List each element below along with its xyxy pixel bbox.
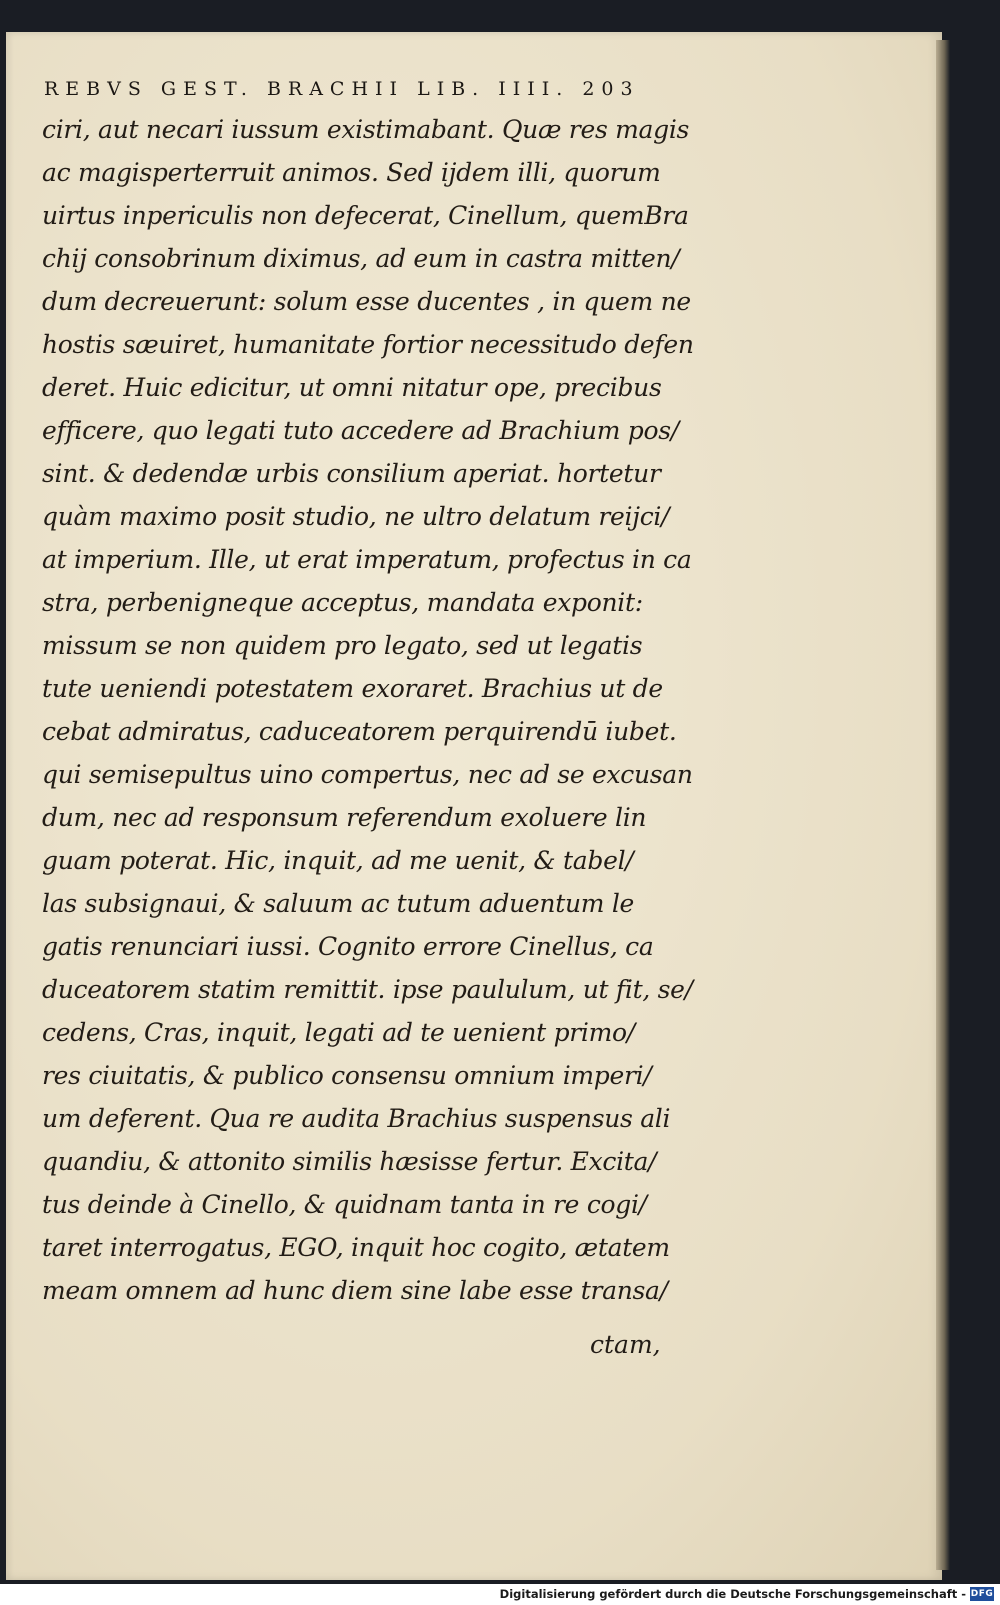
text-line: stra, perbenigneque acceptus, mandata exponit: <box>42 588 643 617</box>
text-line: sint. & dedendæ urbis consilium aperiat. hortetur <box>42 459 661 488</box>
text-line: dum decreuerunt: solum esse ducentes , in quem ne <box>42 287 691 316</box>
text-line: res ciuitatis, & publico consensu omnium imperi/ <box>42 1061 652 1090</box>
text-line: taret interrogatus, EGO, inquit hoc cogito, ætatem <box>42 1233 670 1262</box>
text-line: deret. Huic edicitur, ut omni nitatur ope, precibus <box>42 373 662 402</box>
text-line: uirtus inpericulis non defecerat, Cinellum, quemBra <box>42 201 689 230</box>
running-head: REBVS GEST. BRACHII LIB. IIII. 203 <box>44 78 640 100</box>
funding-credit: Digitalisierung gefördert durch die Deutsche Forschungsgemeinschaft - <box>499 1587 966 1601</box>
catchword: ctam, <box>590 1330 661 1359</box>
page-edge <box>936 40 950 1570</box>
text-line: missum se non quidem pro legato, sed ut legatis <box>42 631 643 660</box>
text-line: meam omnem ad hunc diem sine labe esse transa/ <box>42 1276 668 1305</box>
text-line: efficere, quo legati tuto accedere ad Brachium pos/ <box>42 416 679 445</box>
text-line: cebat admiratus, caduceatorem perquirendū iubet. <box>42 717 677 746</box>
text-line: qui semisepultus uino compertus, nec ad se excusan <box>42 760 693 789</box>
text-line: at imperium. Ille, ut erat imperatum, profectus in ca <box>42 545 692 574</box>
text-line: gatis renunciari iussi. Cognito errore Cinellus, ca <box>42 932 654 961</box>
text-line: chij consobrinum diximus, ad eum in castra mitten/ <box>42 244 680 273</box>
text-line: hostis sæuiret, humanitate fortior necessitudo defen <box>42 330 694 359</box>
text-line: guam poterat. Hic, inquit, ad me uenit, & tabel/ <box>42 846 634 875</box>
text-line: las subsignaui, & saluum ac tutum aduentum le <box>42 889 635 918</box>
text-line: tus deinde à Cinello, & quidnam tanta in re cogi/ <box>42 1190 647 1219</box>
body-text <box>42 108 694 1312</box>
text-line: cedens, Cras, inquit, legati ad te uenient primo/ <box>42 1018 635 1047</box>
text-line: duceatorem statim remittit. ipse paululum, ut fit, se/ <box>42 975 693 1004</box>
dfg-logo: DFG <box>970 1589 994 1599</box>
text-line: ac magisperterruit animos. Sed ijdem illi, quorum <box>42 158 661 187</box>
text-line: ciri, aut necari iussum existimabant. Quæ res magis <box>42 115 690 144</box>
text-line: tute ueniendi potestatem exoraret. Brachius ut de <box>42 674 663 703</box>
text-line: dum, nec ad responsum referendum exoluere lin <box>42 803 647 832</box>
text-line: quàm maximo posit studio, ne ultro delatum reijci/ <box>42 502 670 531</box>
text-line: quandiu, & attonito similis hæsisse fertur. Excita/ <box>42 1147 657 1176</box>
text-line: um deferent. Qua re audita Brachius suspensus ali <box>42 1104 671 1133</box>
footer-bar <box>0 1584 1000 1605</box>
